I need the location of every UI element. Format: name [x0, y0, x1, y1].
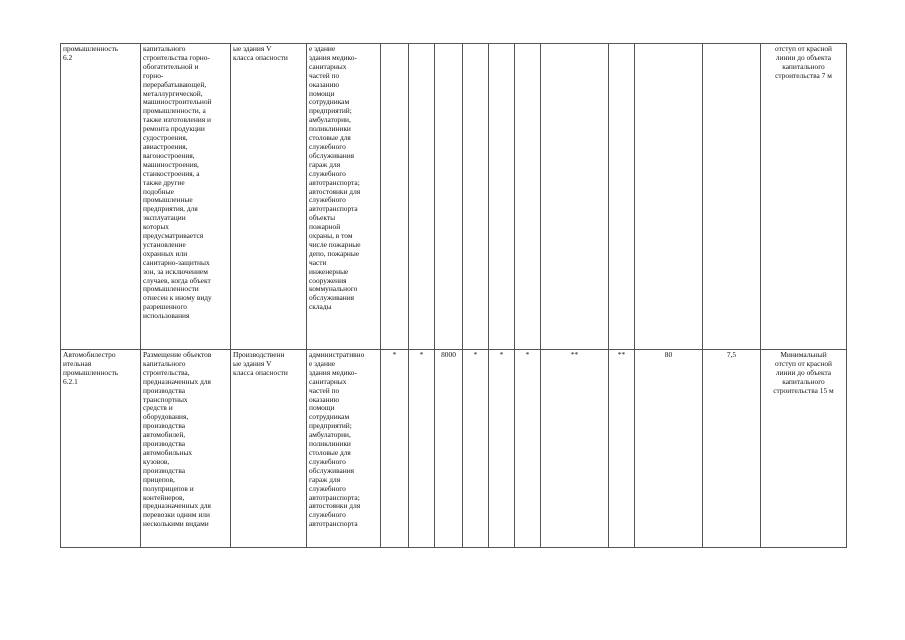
param-cell: * [489, 350, 515, 548]
table-row [61, 44, 847, 350]
use-type-name-cell: промышленность 6.2 [61, 44, 141, 350]
param-cell [381, 44, 409, 350]
note-cell: Минимальный отступ от красной линии до объекта капитального строительства 15 м [761, 350, 847, 548]
param-cell [609, 44, 635, 350]
param-cell [409, 44, 435, 350]
param-cell [435, 44, 463, 350]
land-use-regulations-table [60, 43, 847, 548]
param-cell: * [463, 350, 489, 548]
use-description-cell: капитального строительства горно- обогатительной и горно- перерабатывающей, металлургической, машиностроительной промышленности, а также изготовления и ремонта продукции судостроения, авиастроения, вагоностроения, машиностроения, станкостроения, а также другие подобные промышленные предприятия, для эксплуатации которых предусматривается установление охранных или санитарно-защитных зон, за исключением случаев, когда объект промышленности отнесен к иному виду разрешенного использования [141, 44, 231, 350]
param-cell: ** [541, 350, 609, 548]
param-cell [703, 44, 761, 350]
auxiliary-use-cell: е здание здания медико- санитарных частей по оказанию помощи сотрудникам предприятий; амбулатории, поликлиники столовые для служебного обслуживания гараж для служебного автотранспорта; автостоянки для служебного автотранспорта объекты пожарной охраны, в том числе пожарные депо, пожарные части инженерные сооружения коммунального обслуживания склады [307, 44, 381, 350]
param-cell: 80 [635, 350, 703, 548]
param-cell: 7,5 [703, 350, 761, 548]
param-cell [463, 44, 489, 350]
param-cell [541, 44, 609, 350]
param-cell: ** [609, 350, 635, 548]
main-use-cell: ые здания V класса опасности [231, 44, 307, 350]
param-cell: * [381, 350, 409, 548]
table-row [61, 350, 847, 548]
use-description-cell: Размещение объектов капитального строительства, предназначенных для производства транспортных средств и оборудования, производства автомобилей, производства автомобильных кузовов, производства прицепов, полуприцепов и контейнеров, предназначенных для перевозки одним или несколькими видами [141, 350, 231, 548]
param-cell [515, 44, 541, 350]
param-cell [635, 44, 703, 350]
param-cell [489, 44, 515, 350]
auxiliary-use-cell: административно е здание здания медико- санитарных частей по оказанию помощи сотрудникам предприятий; амбулатории, поликлиники столовые для служебного обслуживания гараж для служебного автотранспорта; автостоянки для служебного автотранспорта [307, 350, 381, 548]
param-cell: 8000 [435, 350, 463, 548]
use-type-name-cell: Автомобилестро ительная промышленность 6.2.1 [61, 350, 141, 548]
note-cell: отступ от красной линии до объекта капитального строительства 7 м [761, 44, 847, 350]
main-use-cell: Производственн ые здания V класса опасности [231, 350, 307, 548]
param-cell: * [515, 350, 541, 548]
param-cell: * [409, 350, 435, 548]
